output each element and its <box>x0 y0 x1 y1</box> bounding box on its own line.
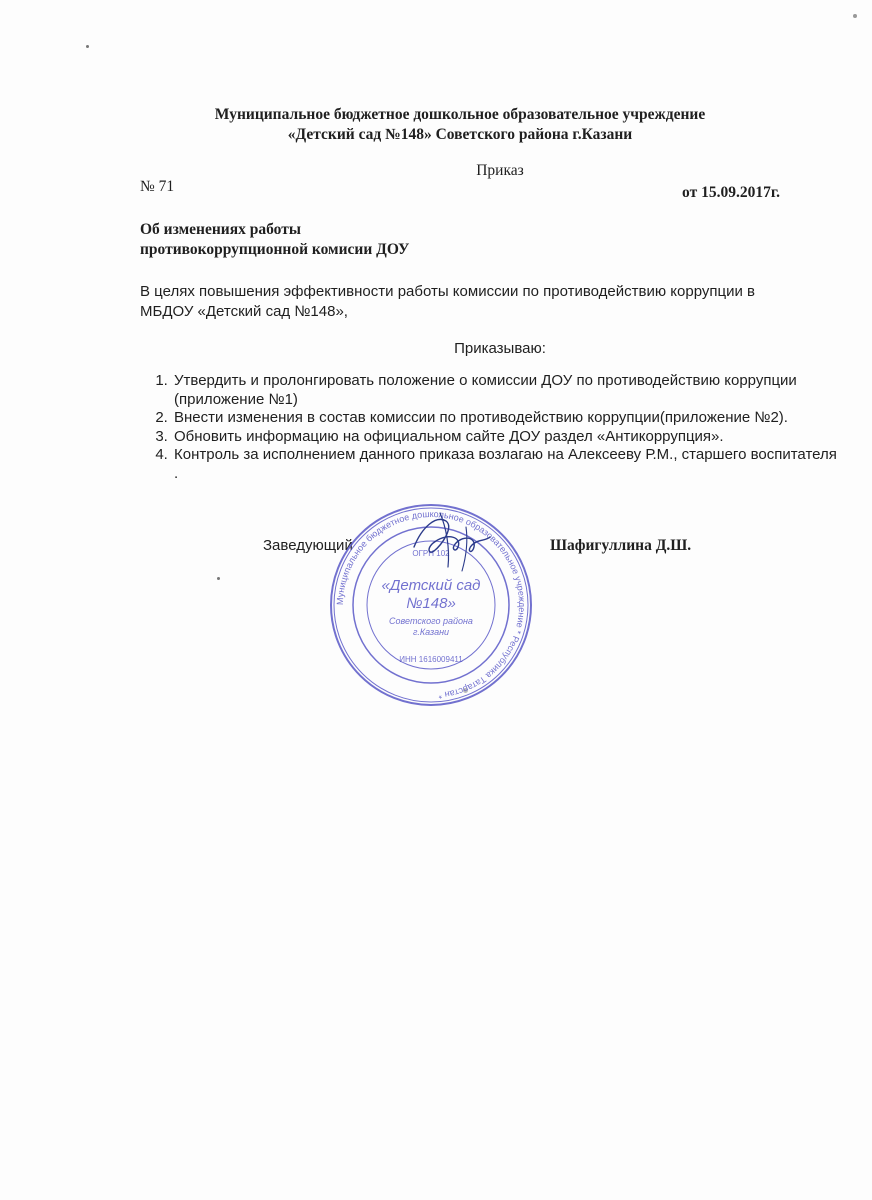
list-item: 1. Утвердить и пролонгировать положение о комиссии ДОУ по противодействию коррупции (приложение №1) <box>172 372 837 409</box>
scan-speck <box>86 45 89 48</box>
stamp-outer-ring-text: Муниципальное бюджетное дошкольное образовательное учреждение * Республика Татарстан * <box>334 508 528 701</box>
order-date: от 15.09.2017г. <box>682 184 780 201</box>
stamp-inn: ИНН 1616009411 <box>399 655 463 664</box>
document-title: Приказ <box>476 162 524 179</box>
stamp-center-line4: г.Казани <box>412 627 450 637</box>
order-subject <box>140 220 409 260</box>
institution-name-line1: Муниципальное бюджетное дошкольное образовательное учреждение <box>214 106 706 123</box>
scan-speck <box>217 577 220 580</box>
order-number: № 71 <box>140 178 175 195</box>
order-items-list <box>140 372 837 483</box>
handwritten-signature <box>406 507 492 577</box>
list-item: 4. Контроль за исполнением данного приказа возлагаю на Алексееву Р.М., старшего воспитателя . <box>172 446 837 483</box>
signatory-role: Заведующий <box>263 537 353 554</box>
preamble-text: В целях повышения эффективности работы комиссии по противодействию коррупции в МБДОУ «Детский сад №148», <box>140 283 755 320</box>
stamp-center-line3: Советского района <box>389 616 473 626</box>
stamp-center-line1: «Детский сад <box>381 577 481 594</box>
subject-line2: противокоррупционной комисии ДОУ <box>140 241 410 258</box>
subject-line1: Об изменениях работы <box>140 221 301 238</box>
list-item: 2. Внести изменения в состав комиссии по противодействию коррупции(приложение №2). <box>172 409 837 428</box>
stamp-ogrn: ОГРН 102 <box>412 549 450 558</box>
signatory-name: Шафигуллина Д.Ш. <box>550 537 692 554</box>
order-directive: Приказываю: <box>454 340 546 357</box>
stamp-center-line2: №148» <box>406 595 456 612</box>
list-item: 3. Обновить информацию на официальном сайте ДОУ раздел «Антикоррупция». <box>172 428 837 447</box>
institution-name-line2: «Детский сад №148» Советского района г.Казани <box>287 126 633 143</box>
scan-speck <box>853 14 857 18</box>
